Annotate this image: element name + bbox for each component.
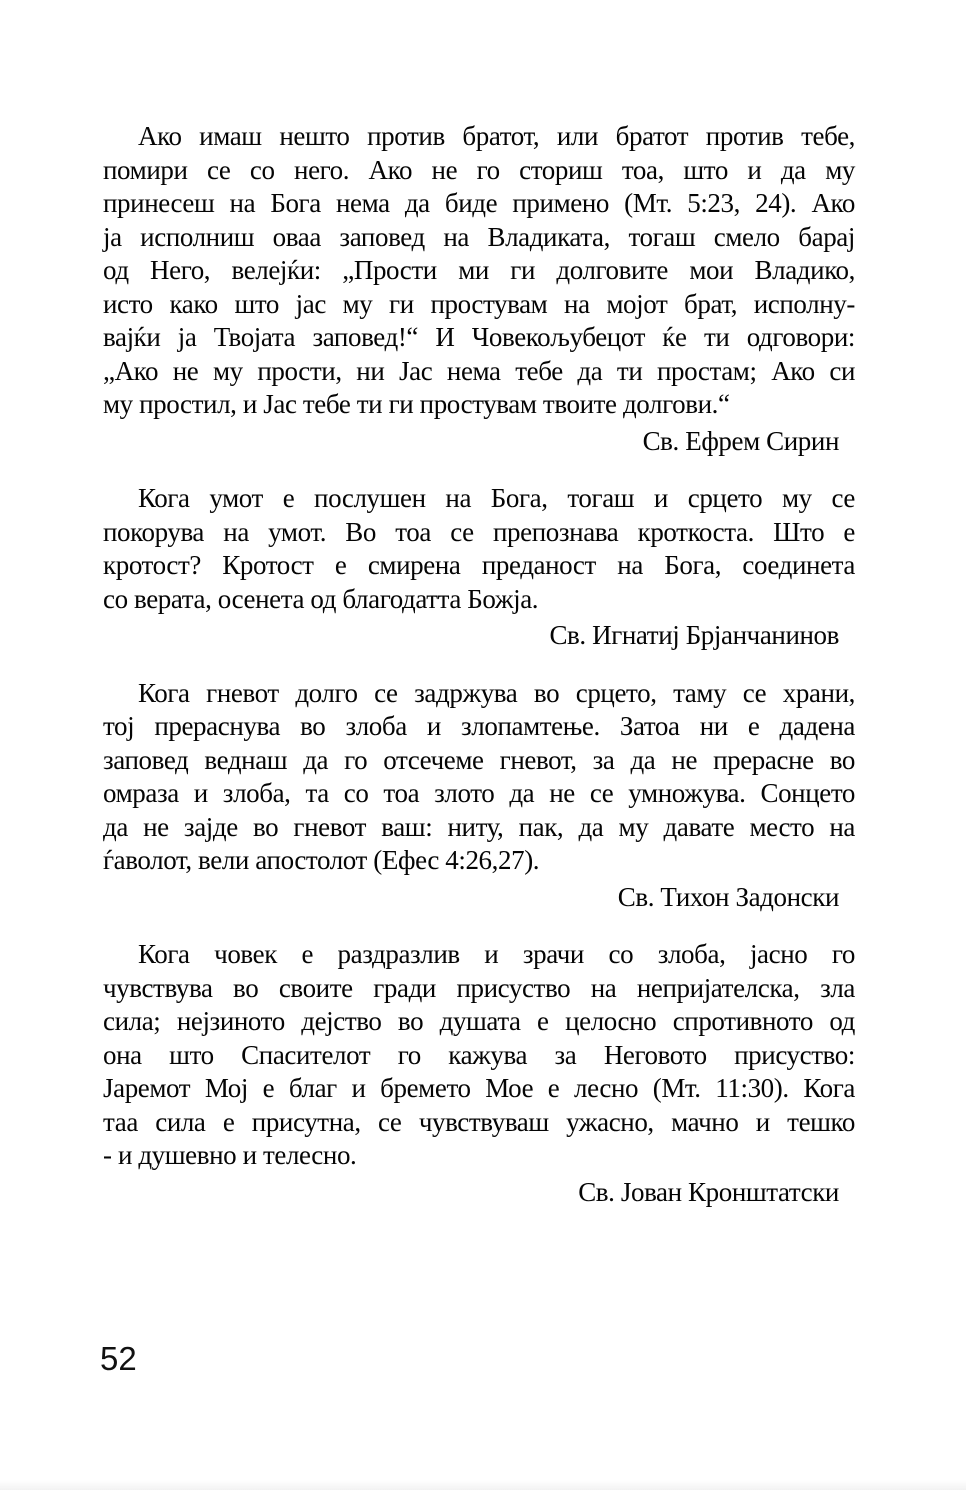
text-line: омраза и злоба, та со тоа злото да не се умножува. Сонцето [103, 778, 855, 808]
text-line: таа сила е присутна, се чувствуваш ужасно, мачно и тешко [103, 1106, 855, 1137]
page-text-block [103, 120, 855, 1209]
paragraph [103, 938, 855, 1209]
text-line: покорува на умот. Во тоа се препознава кроткоста. Што е [103, 516, 855, 547]
text-line: Ако имаш нешто против братот, или братот против тебе, [138, 121, 855, 151]
text-line: Кога човек е раздразлив и зрачи со злоба, јасно го [138, 939, 855, 969]
text-line: ја исполниш оваа заповед на Владиката, тогаш смело барај [103, 221, 855, 252]
text-line: принесеш на Бога нема да биде примено (Мт. 5:23, 24). Ако [103, 188, 855, 218]
text-line: чувствува во своите гради присуство на непријателска, зла [103, 972, 855, 1003]
text-line: - и душевно и телесно. [103, 1140, 357, 1170]
text-line: со верата, осенета од благодатта Божја. [103, 583, 539, 614]
text-line: „Ако не му прости, ни Јас нема тебе да ти простам; Ако си [103, 355, 855, 386]
attribution: Св. Игнатиј Брјанчанинов [549, 620, 839, 650]
attribution: Св. Јован Кронштатски [578, 1176, 839, 1207]
text-line: тој прераснува во злоба и злопамтење. Затоа ни е дадена [103, 711, 855, 741]
page-edge-shadow [0, 1480, 966, 1490]
text-line: вајќи ја Твојата заповед!“ И Човекољубецот ќе ти одговори: [103, 322, 855, 352]
text-line: исто како што јас му ги простувам на мојот брат, исполну- [103, 288, 855, 319]
text-line: Кога умот е послушен на Бога, тогаш и срцето му се [138, 483, 855, 513]
attribution: Св. Тихон Задонски [617, 881, 839, 912]
text-line: кротост? Кротост е смирена преданост на Бога, соединета [103, 550, 855, 580]
text-line: помири се со него. Ако не го сториш тоа, што и да му [103, 154, 855, 185]
text-line: му простил, и Јас тебе ти ги простувам твоите долгови.“ [103, 389, 730, 419]
paragraph [103, 120, 855, 458]
paragraph [103, 677, 855, 915]
paragraph [103, 482, 855, 653]
text-line: да не зајде во гневот ваш: ниту, пак, да му давате место на [103, 811, 855, 842]
text-line: Јаремот Мој е благ и бремето Мое е лесно (Мт. 11:30). Кога [103, 1073, 855, 1103]
text-line: Кога гневот долго се задржува во срцето, таму се храни, [138, 677, 855, 708]
text-line: она што Спасителот го кажува за Неговото присуство: [103, 1039, 855, 1070]
text-line: ѓаволот, вели апостолот (Ефес 4:26,27). [103, 845, 540, 875]
text-line: од Него, велејќи: „Прости ми ги долговите мои Владико, [103, 255, 855, 285]
page-number: 52 [100, 1340, 137, 1377]
text-line: сила; нејзиното дејство во душата е целосно спротивното од [103, 1006, 855, 1036]
attribution: Св. Ефрем Сирин [642, 425, 839, 456]
text-line: заповед веднаш да го отсечеме гневот, за да не прерасне во [103, 744, 855, 775]
